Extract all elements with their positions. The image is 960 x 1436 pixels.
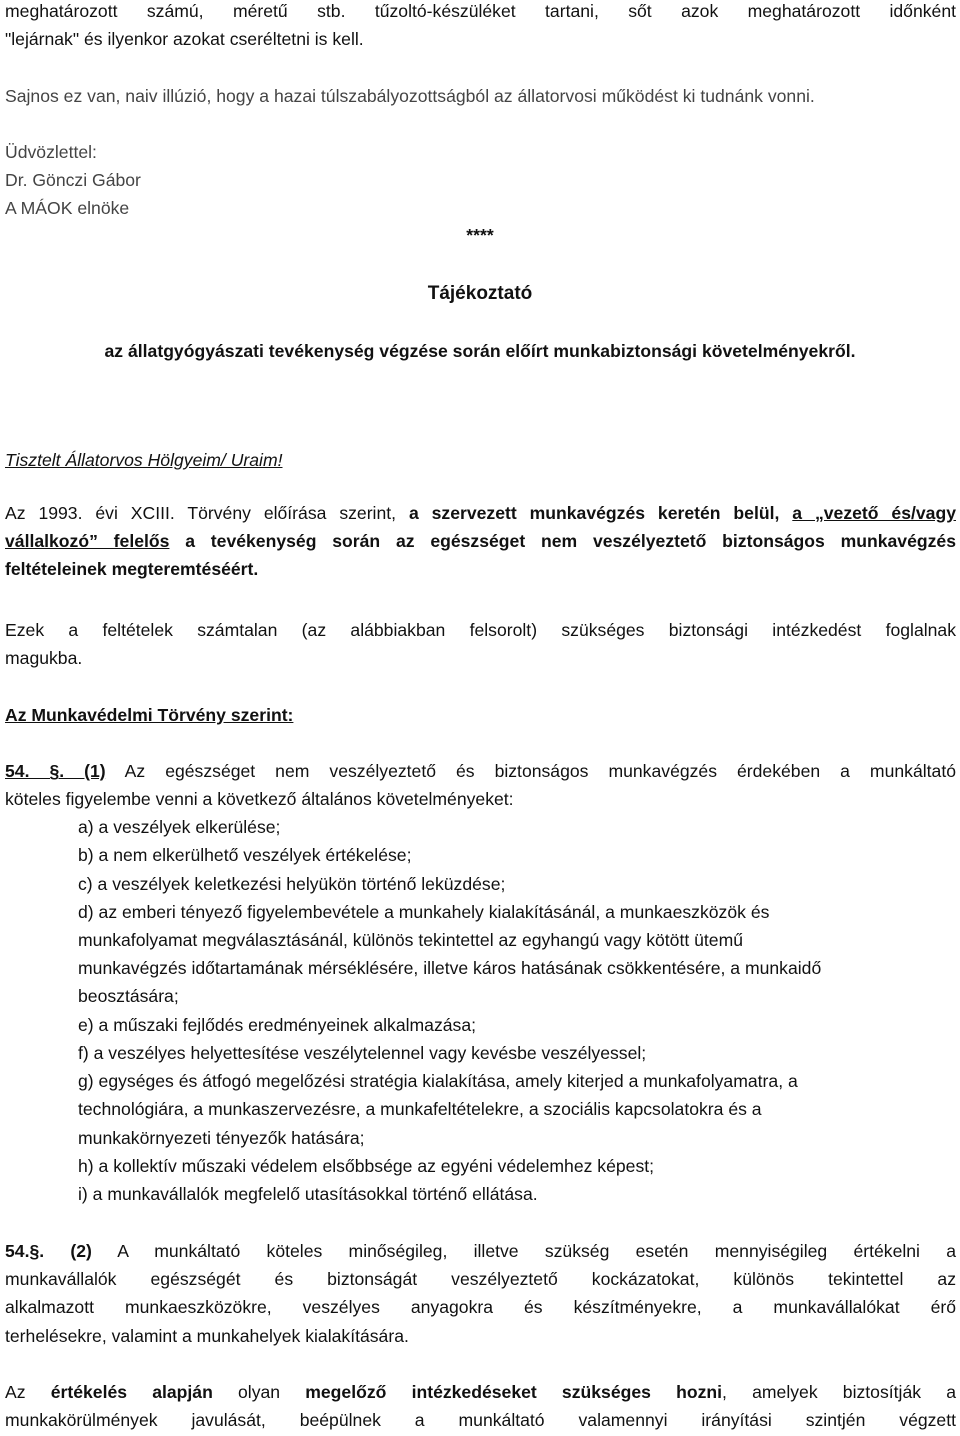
p1-bold-rest: a tevékenység során az egészséget nem veszélyeztető biztonságos munkavégzés <box>169 531 956 551</box>
paragraph-1-line-2 <box>5 530 956 552</box>
list-item-i: i) a munkavállalók megfelelő utasításokkal történő ellátása. <box>78 1184 538 1204</box>
salutation: Tisztelt Állatorvos Hölgyeim/ Uraim! <box>5 450 283 470</box>
intro-line-1: meghatározott számú, méretű stb. tűzoltó-készüléket tartani, sőt azok meghatározott időnként <box>5 1 956 21</box>
paragraph-1-line-3: feltételeinek megteremtéséért. <box>5 559 259 579</box>
paragraph-2-line-2: magukba. <box>5 648 83 668</box>
section-54-2-line-3: alkalmazott munkaeszközökre, veszélyes anyagokra és készítményekre, a munkavállalókat érő <box>5 1297 956 1317</box>
section-54-1-line-2: köteles figyelembe venni a következő általános követelményeket: <box>5 789 514 809</box>
last-text-c: olyan <box>212 1382 306 1402</box>
list-item-d-2: munkafolyamat megválasztásánál, különös tekintettel az egyhangú vagy kötött ütemű <box>78 930 744 950</box>
list-item-d-3: munkavégzés időtartamának mérséklésére, illetve káros hatásának csökkentésére, a munkaidő <box>78 958 822 978</box>
paragraph-1-line-1 <box>5 502 956 524</box>
signature-name: Dr. Gönczi Gábor <box>5 170 141 190</box>
section-54-2-line-4: terhelésekre, valamint a munkahelyek kialakítására. <box>5 1326 409 1346</box>
list-item-a: a) a veszélyek elkerülése; <box>78 817 281 837</box>
p1-bold-underline: a „vezető és/vagy <box>792 503 956 523</box>
section-54-2-number: 54.§. (2) <box>5 1241 92 1261</box>
last-text-e: , amelyek biztosítják a <box>722 1382 956 1402</box>
section-separator: **** <box>466 225 494 245</box>
section-54-1-number: 54. §. (1) <box>5 761 106 781</box>
intro-line-2: "lejárnak" és ilyenkor azokat cseréltetni is kell. <box>5 29 364 49</box>
signature-greeting: Üdvözlettel: <box>5 142 97 162</box>
section-54-1-line-1 <box>5 760 956 782</box>
document-subtitle: az állatgyógyászati tevékenység végzése során előírt munkabiztonsági követelményekről. <box>104 341 856 361</box>
list-item-g-3: munkakörnyezeti tényezők hatására; <box>78 1128 365 1148</box>
list-item-d-4: beosztására; <box>78 986 179 1006</box>
list-item-h: h) a kollektív műszaki védelem elsőbbsége az egyéni védelemhez képest; <box>78 1156 655 1176</box>
last-text-a: Az <box>5 1382 51 1402</box>
last-bold-1: értékelés alapján <box>50 1382 213 1402</box>
section-54-2-line-2: munkavállalók egészségét és biztonságát veszélyeztető kockázatokat, különös tekintettel az <box>5 1269 956 1289</box>
p1-bold: a szervezett munkavégzés keretén belül, <box>408 503 793 523</box>
list-item-g-2: technológiára, a munkaszervezésre, a munkafeltételekre, a szociális kapcsolatokra és a <box>78 1099 762 1119</box>
list-item-d-1: d) az emberi tényező figyelembevétele a munkahely kialakításánál, a munkaeszközök és <box>78 902 770 922</box>
last-bold-2: megelőző intézkedéseket szükséges hozni <box>305 1382 723 1402</box>
section-54-2-line-1 <box>5 1240 956 1262</box>
section-54-1-text: Az egészséget nem veszélyeztető és biztonságos munkavégzés érdekében a munkáltató <box>105 761 956 781</box>
list-item-f: f) a veszélyes helyettesítése veszélytelennel vagy kevésbe veszélyessel; <box>78 1043 647 1063</box>
signature-title: A MÁOK elnöke <box>5 198 130 218</box>
paragraph-2-line-1: Ezek a feltételek számtalan (az alábbiakban felsorolt) szükséges biztonsági intézkedést foglalnak <box>5 620 956 640</box>
law-heading: Az Munkavédelmi Törvény szerint: <box>5 705 294 725</box>
document-title: Tájékoztató <box>427 283 533 304</box>
p1-responsible: vállalkozó” felelős <box>5 531 170 551</box>
intro-line-3: Sajnos ez van, naiv illúzió, hogy a hazai túlszabályozottságból az állatorvosi működést ki tudnánk vonni. <box>5 86 815 106</box>
list-item-c: c) a veszélyek keletkezési helyükön történő leküzdése; <box>78 874 506 894</box>
section-54-2-text: A munkáltató köteles minőségileg, illetve szükség esetén mennyiségileg értékelni a <box>91 1241 957 1261</box>
list-item-b: b) a nem elkerülhető veszélyek értékelése; <box>78 845 412 865</box>
list-item-g-1: g) egységes és átfogó megelőzési stratégia kialakítása, amely kiterjed a munkafolyamatra, a <box>78 1071 798 1091</box>
list-item-e: e) a műszaki fejlődés eredményeinek alkalmazása; <box>78 1015 477 1035</box>
last-paragraph-line-1 <box>5 1381 956 1403</box>
last-paragraph-line-2: munkakörülmények javulását, beépülnek a munkáltató valamennyi irányítási szintjén végzett <box>5 1410 956 1430</box>
p1-text: Az 1993. évi XCIII. Törvény előírása szerint, <box>5 503 409 523</box>
